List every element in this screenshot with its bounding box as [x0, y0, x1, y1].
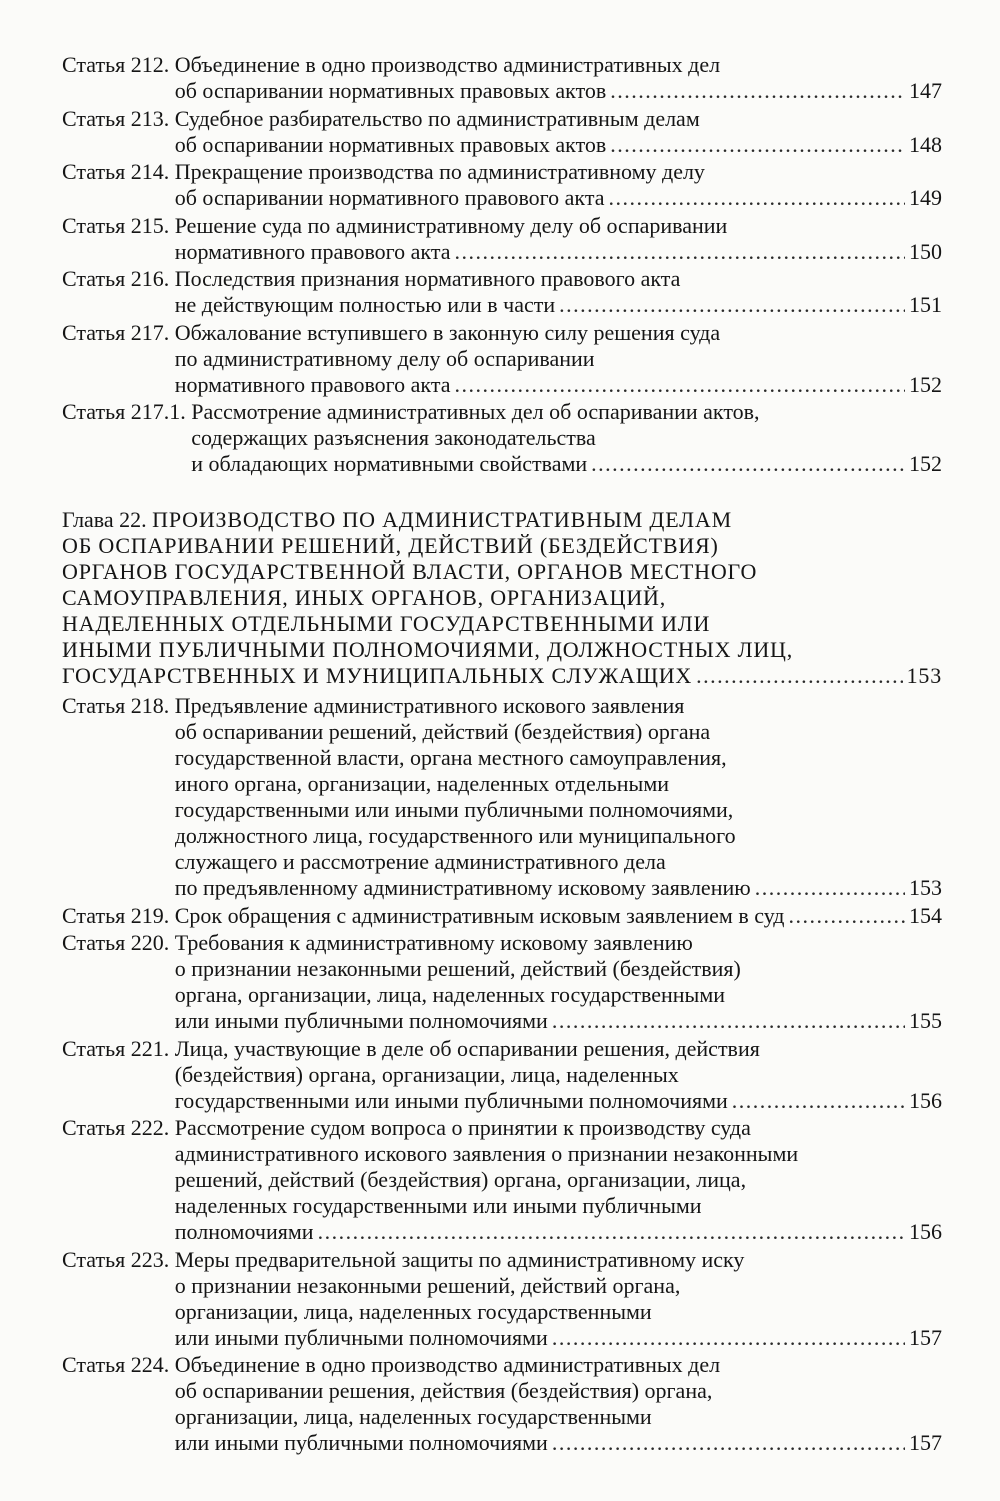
- title-line-text: об оспаривании нормативных правовых актов: [174, 131, 607, 157]
- dot-leader: [591, 451, 905, 477]
- dot-leader: [454, 372, 905, 398]
- article-number: Статья 217.1.: [62, 399, 192, 424]
- article-title: [175, 266, 942, 318]
- dot-leader: [610, 78, 905, 104]
- dot-leader: [755, 875, 905, 901]
- article-number: Статья 222.: [62, 1115, 175, 1140]
- toc-entry: [62, 106, 942, 158]
- toc-entry: [62, 930, 942, 1034]
- page-number: 147: [909, 78, 942, 103]
- article-number: Статья 220.: [62, 930, 175, 955]
- chapter-title-line: ОБ ОСПАРИВАНИИ РЕШЕНИЙ, ДЕЙСТВИЙ (БЕЗДЕЙСТВИЯ): [62, 533, 719, 558]
- article-title: [175, 1352, 942, 1456]
- title-line: Обжалование вступившего в законную силу решения суда: [174, 319, 721, 345]
- toc-section-chapter-22: [62, 693, 942, 1456]
- page-number: 152: [909, 451, 942, 476]
- dot-leader: [610, 132, 905, 158]
- title-line-text: об оспаривании нормативных правовых актов: [174, 78, 607, 103]
- title-line-text: не действующим полностью или в части: [174, 292, 556, 317]
- title-line-text: и обладающих нормативными свойствами: [191, 451, 588, 476]
- title-line-text: нормативного правового акта: [174, 371, 451, 397]
- article-number: Статья 219.: [62, 902, 175, 928]
- article-title: [175, 693, 942, 901]
- article-title: [175, 106, 942, 158]
- page-number: 148: [909, 131, 942, 157]
- chapter-title-line: САМОУПРАВЛЕНИЯ, ИНЫХ ОРГАНОВ, ОРГАНИЗАЦИЙ,: [62, 585, 667, 610]
- article-title: [175, 159, 942, 211]
- page-number: 156: [909, 1087, 942, 1113]
- title-line: о признании незаконными решений, действий органа,: [174, 1272, 681, 1298]
- dot-leader: [454, 239, 905, 265]
- title-line: [175, 185, 942, 211]
- title-line: [175, 1430, 942, 1456]
- title-line: [175, 292, 942, 318]
- page-number: 155: [909, 1008, 942, 1033]
- article-number: Статья 224.: [62, 1352, 175, 1377]
- title-line: [175, 78, 942, 104]
- title-line: иного органа, организации, наделенных отдельными: [174, 771, 670, 796]
- title-line: об оспаривании решений, действий (бездействия) органа: [174, 719, 711, 744]
- toc-chapter-heading: [62, 507, 942, 689]
- chapter-title-line: [62, 507, 942, 533]
- dot-leader: [318, 1219, 905, 1245]
- page-number: 157: [909, 1324, 942, 1350]
- page-number: 156: [909, 1219, 942, 1244]
- title-line: Судебное разбирательство по административным делам: [174, 105, 700, 131]
- title-line: Решение суда по административному делу об оспаривании: [174, 212, 728, 238]
- article-number: Статья 212.: [62, 52, 175, 77]
- chapter-title-text: ГОСУДАРСТВЕННЫХ И МУНИЦИПАЛЬНЫХ СЛУЖАЩИХ: [62, 663, 693, 688]
- title-line-text: нормативного правового акта: [174, 238, 451, 264]
- article-title: [175, 1036, 942, 1114]
- chapter-title-line: [62, 663, 942, 689]
- dot-leader: [608, 185, 905, 211]
- toc-entry: [62, 693, 942, 901]
- title-line-text: Срок обращения с административным исковым заявлением в суд: [174, 902, 785, 928]
- title-line: Лица, участвующие в деле об оспаривании решения, действия: [174, 1035, 760, 1061]
- article-number: Статья 213.: [62, 105, 175, 131]
- toc-entry: [62, 266, 942, 318]
- article-title: [175, 930, 942, 1034]
- chapter-label: Глава 22.: [62, 507, 153, 532]
- dot-leader: [789, 903, 905, 929]
- title-line: [175, 372, 942, 398]
- article-title: [175, 903, 942, 929]
- toc-entry: [62, 320, 942, 398]
- title-line: [175, 903, 942, 929]
- dot-leader: [732, 1088, 905, 1114]
- title-line: об оспаривании решения, действия (бездействия) органа,: [174, 1378, 713, 1403]
- chapter-title-line: НАДЕЛЕННЫХ ОТДЕЛЬНЫМИ ГОСУДАРСТВЕННЫМИ ИЛИ: [62, 611, 711, 636]
- title-line: содержащих разъяснения законодательства: [191, 425, 596, 450]
- article-title: [191, 399, 942, 477]
- page-number: 157: [909, 1430, 942, 1455]
- article-title: [175, 1247, 942, 1351]
- article-number: Статья 214.: [62, 159, 175, 184]
- title-line: организации, лица, наделенных государственными: [174, 1404, 652, 1429]
- title-line-text: государственными или иными публичными полномочиями: [174, 1087, 728, 1113]
- title-line: решений, действий (бездействия) органа, организации, лица,: [174, 1167, 747, 1192]
- page-number: 149: [909, 185, 942, 210]
- table-of-contents: [62, 52, 942, 1458]
- article-number: Статья 218.: [62, 693, 175, 718]
- title-line: [175, 1008, 942, 1034]
- title-line: государственной власти, органа местного самоуправления,: [174, 745, 727, 770]
- article-title: [175, 213, 942, 265]
- article-number: Статья 216.: [62, 266, 175, 291]
- page-number: 151: [909, 292, 942, 317]
- title-line: [175, 1088, 942, 1114]
- title-line: Рассмотрение судом вопроса о принятии к производству суда: [174, 1115, 751, 1140]
- title-line-text: или иными публичными полномочиями: [174, 1324, 548, 1350]
- title-line: административного искового заявления о признании незаконными: [174, 1141, 799, 1166]
- title-line: [175, 1219, 942, 1245]
- title-line: Меры предварительной защиты по административному иску: [174, 1246, 745, 1272]
- title-line: [175, 132, 942, 158]
- toc-entry: [62, 903, 942, 929]
- title-line: Предъявление административного искового заявления: [174, 693, 685, 718]
- article-title: [175, 320, 942, 398]
- page-number: 150: [909, 238, 942, 264]
- toc-entry: [62, 1247, 942, 1351]
- title-line: Последствия признания нормативного правового акта: [174, 266, 681, 291]
- title-line: Требования к административному исковому заявлению: [174, 930, 693, 955]
- article-number: Статья 221.: [62, 1035, 175, 1061]
- toc-entry: [62, 1036, 942, 1114]
- title-line: служащего и рассмотрение административного дела: [174, 849, 666, 874]
- title-line-text: или иными публичными полномочиями: [174, 1008, 548, 1033]
- title-line-text: полномочиями: [174, 1219, 314, 1244]
- dot-leader: [552, 1325, 905, 1351]
- page-number: 154: [909, 902, 942, 928]
- title-line: Объединение в одно производство административных дел: [174, 1352, 721, 1377]
- dot-leader: [696, 663, 903, 689]
- title-line: Прекращение производства по административному делу: [174, 159, 705, 184]
- article-title: [175, 1115, 942, 1245]
- title-line: [175, 1325, 942, 1351]
- dot-leader: [559, 292, 905, 318]
- title-line: [175, 875, 942, 901]
- chapter-title-text: ПРОИЗВОДСТВО ПО АДМИНИСТРАТИВНЫМ ДЕЛАМ: [152, 507, 732, 532]
- article-number: Статья 215.: [62, 212, 175, 238]
- title-line-text: об оспаривании нормативного правового акта: [174, 185, 605, 210]
- article-number: Статья 223.: [62, 1246, 175, 1272]
- chapter-title-line: ОРГАНОВ ГОСУДАРСТВЕННОЙ ВЛАСТИ, ОРГАНОВ МЕСТНОГО: [62, 559, 758, 584]
- title-line: наделенных государственными или иными публичными: [174, 1193, 702, 1218]
- dot-leader: [552, 1008, 905, 1034]
- title-line: Объединение в одно производство административных дел: [174, 52, 721, 77]
- title-line: [175, 239, 942, 265]
- page-number: 152: [909, 371, 942, 397]
- toc-entry: [62, 52, 942, 104]
- title-line: [191, 451, 942, 477]
- title-line-text: по предъявленному административному исковому заявлению: [174, 875, 751, 900]
- chapter-title-line: ИНЫМИ ПУБЛИЧНЫМИ ПОЛНОМОЧИЯМИ, ДОЛЖНОСТНЫХ ЛИЦ,: [62, 637, 794, 662]
- title-line: Рассмотрение административных дел об оспаривании актов,: [191, 399, 760, 424]
- article-number: Статья 217.: [62, 319, 175, 345]
- toc-entry: [62, 1115, 942, 1245]
- title-line: (бездействия) органа, организации, лица, наделенных: [174, 1061, 679, 1087]
- title-line: по административному делу об оспаривании: [174, 345, 595, 371]
- title-line: организации, лица, наделенных государственными: [174, 1298, 652, 1324]
- page-number: 153: [909, 875, 942, 900]
- toc-entry: [62, 1352, 942, 1456]
- article-title: [175, 52, 942, 104]
- toc-entry: [62, 399, 942, 477]
- toc-section-chapter-21: [62, 52, 942, 477]
- title-line: государственными или иными публичными полномочиями,: [174, 797, 734, 822]
- page-number: 153: [906, 663, 942, 688]
- dot-leader: [552, 1430, 905, 1456]
- title-line: должностного лица, государственного или муниципального: [174, 823, 736, 848]
- toc-entry: [62, 159, 942, 211]
- title-line: органа, организации, лица, наделенных государственными: [174, 982, 726, 1007]
- toc-entry: [62, 213, 942, 265]
- title-line-text: или иными публичными полномочиями: [174, 1430, 548, 1455]
- title-line: о признании незаконными решений, действий (бездействия): [174, 956, 741, 981]
